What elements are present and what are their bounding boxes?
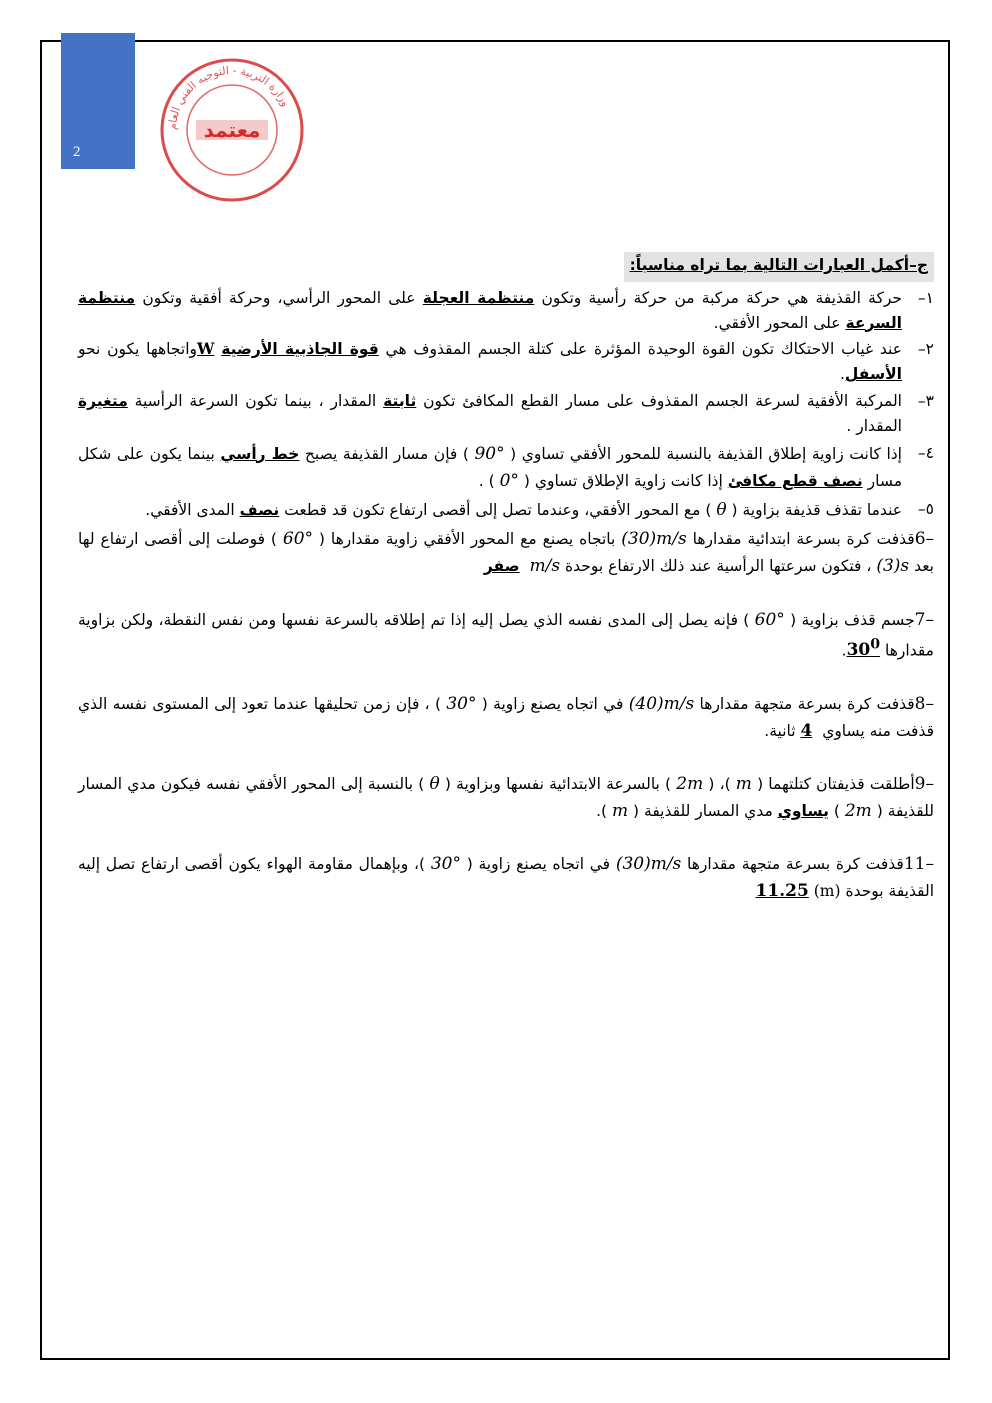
item-number: ٤–: [917, 443, 934, 462]
item-text: إذا كانت زاوية إطلاق القذيفة بالنسبة للمحور الأفقي تساوي ( 90° ) فإن مسار القذيفة يصبح خط رأسي بينما يكون على شكل مسار نصف قطع مكافئ إذا كانت زاوية الإطلاق تساوي ( 0° ) .: [78, 443, 902, 491]
item-text: عندما تقذف قذيفة بزاوية ( θ ) مع المحور الأفقي، وعندما تصل إلى أقصى ارتفاع تكون قد قطعت نصف المدى الأفقي.: [145, 499, 902, 520]
question-11: 11–قذفت كرة بسرعة متجهة مقدارها (30)m/s في اتجاه يصنع زاوية ( 30° )، وبإهمال مقاومة الهواء يكون أقصى ارتفاع تصل إليه القذيفة بوحدة (m) 11.25: [78, 854, 934, 902]
answer: ثابتة: [383, 391, 417, 410]
math: 0°: [499, 470, 519, 491]
question-8: 8–قذفت كرة بسرعة متجهة مقدارها (40)m/s في اتجاه يصنع زاوية ( 30° ) ، فإن زمن تحليقها عندما تعود إلى المستوى نفسه الذي قذفت منه يساوي 4 ثانية.: [78, 693, 934, 741]
math: m/s: [529, 556, 561, 577]
page-number: 2: [73, 144, 81, 160]
math: m: [611, 801, 629, 822]
math: (30)m/s: [621, 529, 687, 550]
answer: متغيرة: [78, 391, 128, 410]
math: θ: [429, 773, 440, 794]
answer: منتظمة العجلة: [422, 288, 535, 307]
section-heading: ج–أكمل العبارات التالية بما تراه مناسباً:: [624, 252, 934, 282]
item-text: المركبة الأفقية لسرعة الجسم المقذوف على مسار القطع المكافئ تكون ثابتة المقدار ، بينما تكون السرعة الرأسية متغيرة المقدار .: [78, 391, 902, 435]
answer: $30^0$: [846, 636, 881, 661]
math: m: [735, 773, 752, 794]
math: (3)s: [876, 556, 910, 577]
answer: نصف قطع مكافئ: [727, 471, 863, 490]
math: θ: [716, 499, 727, 520]
stamp-word: معتمد: [203, 118, 261, 142]
math: 30°: [446, 693, 477, 714]
list-item: [78, 441, 934, 495]
question-9: 9–أطلقت قذيفتان كتلتهما ( m )، ( 2m ) بالسرعة الابتدائية نفسها وبزاوية ( θ ) بالنسبة إلى المحور الأفقي نفسه فيكون مدي المسار للقذيفة ( 2m ) يساوي مدي المسار للقذيفة ( m ).: [78, 773, 934, 822]
math: 2m: [844, 801, 872, 822]
unit: (m): [813, 882, 841, 901]
answer: منتظمة السرعة: [78, 288, 902, 332]
list-item: [78, 286, 934, 336]
worksheet-content: [78, 252, 934, 908]
list-item: [78, 497, 934, 524]
approval-stamp: [156, 54, 308, 206]
math: (40)m/s: [628, 693, 695, 714]
item-number: ١–: [917, 288, 934, 307]
answer: الأسفل: [844, 365, 902, 384]
math: 60°: [282, 529, 314, 550]
math: 60°: [754, 609, 785, 630]
question-6: 6–قذفت كرة بسرعة ابتدائية مقدارها (30)m/s باتجاه يصنع مع المحور الأفقي زاوية مقدارها ( 60° ) فوصلت إلى أقصى ارتفاع لها بعد (3)s ، فتكون سرعتها الرأسية عند ذلك الارتفاع بوحدة m/s صفر: [78, 529, 935, 577]
page-number-tab: [61, 33, 135, 169]
answer: خط رأسي: [220, 444, 300, 463]
answer: 11.25: [755, 881, 809, 902]
math: (30)m/s: [615, 854, 682, 875]
list-item: [78, 337, 934, 387]
math: 90°: [474, 443, 505, 464]
item-text: عند غياب الاحتكاك تكون القوة الوحيدة المؤثرة على كتلة الجسم المقذوف هي قوة الجاذبية الأرضية Wواتجاهها يكون نحو الأسفل.: [78, 339, 902, 384]
math: 30°: [430, 854, 461, 875]
item-number: ٥–: [917, 499, 934, 518]
answer: قوة الجاذبية الأرضية: [221, 340, 379, 359]
list-item: [78, 389, 934, 439]
answer: 4: [800, 720, 813, 741]
item-number: ٢–: [917, 340, 934, 359]
stamp-ring-text: وزارة التربية - التوجيه الفني العام: [165, 63, 293, 131]
answer: نصف: [239, 500, 280, 519]
answer: صفر: [483, 557, 520, 576]
item-number: ٣–: [917, 391, 934, 410]
answer: يساوي: [777, 802, 829, 821]
item-text: حركة القذيفة هي حركة مركبة من حركة رأسية وتكون منتظمة العجلة على المحور الرأسي، وحركة أفقية وتكون منتظمة السرعة على المحور الأفقي.: [78, 288, 902, 332]
answer-symbol: W: [197, 339, 215, 359]
math: 2m: [676, 773, 704, 794]
question-7: 7–جسم قذف بزاوية ( 60° ) فإنه يصل إلى المدى نفسه الذي يصل إليه إذا تم إطلاقه بالسرعة نفسها ومن نفس النقطة، ولكن بزاوية مقدارها $30^0$.: [78, 609, 934, 661]
